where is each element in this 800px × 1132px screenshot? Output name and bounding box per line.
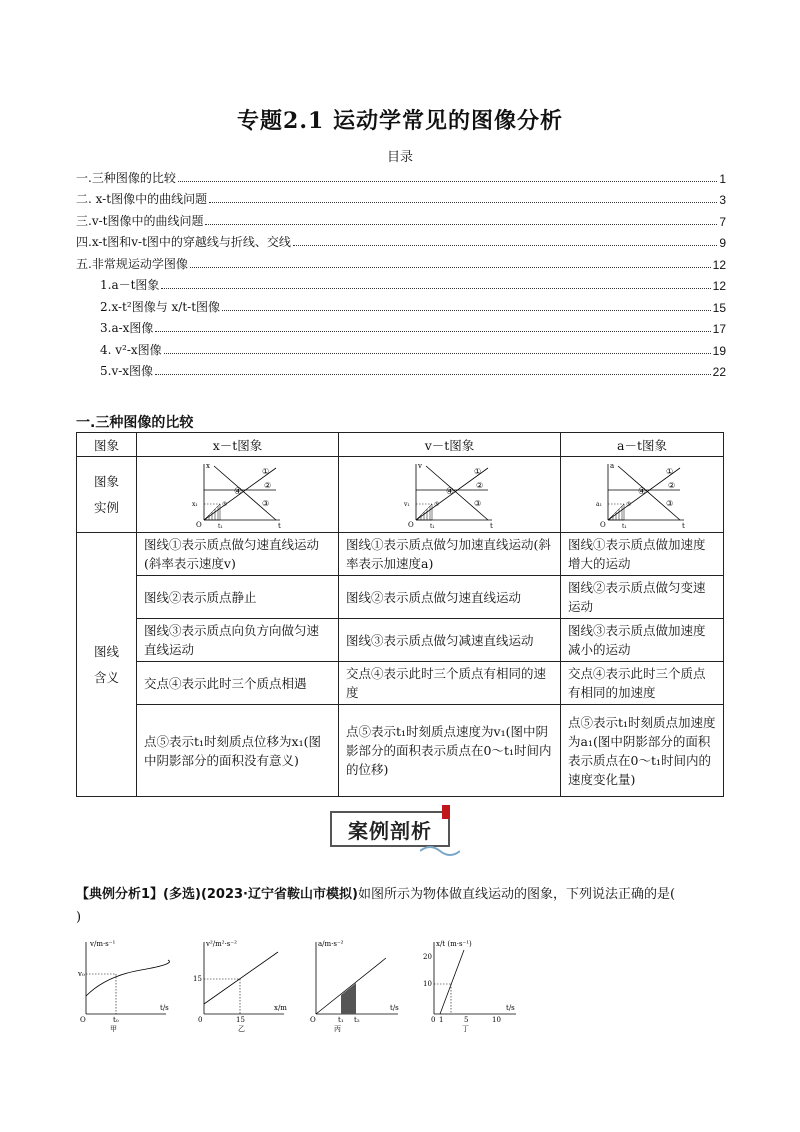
marker-5: ⑤ xyxy=(626,500,632,508)
table-header: x－t图象 xyxy=(137,433,339,457)
table-cell: 图线③表示质点向负方向做匀速直线运动 xyxy=(137,619,339,662)
graph-tick: 5 xyxy=(464,1016,469,1024)
toc-subentry[interactable]: 1.a－t图象 12 xyxy=(100,278,726,293)
a-t-graph xyxy=(594,460,690,530)
toc-entry[interactable]: 四.x-t图和v-t图中的穿越线与折线、交线 9 xyxy=(76,235,726,250)
question-text: 如图所示为物体做直线运动的图象，下列说法正确的是( xyxy=(357,887,676,902)
graph-tick: 10 xyxy=(423,980,432,988)
row-header: 图象实例 xyxy=(77,457,137,533)
table-cell: 点⑤表示t₁时刻质点速度为v₁(图中阴影部分的面积表示质点在0～t₁时间内的位移) xyxy=(339,705,561,797)
table-row xyxy=(77,533,724,576)
marker-4: ④ xyxy=(233,486,242,497)
wave-decoration xyxy=(420,843,460,857)
time-label: t₁ xyxy=(429,522,435,530)
marker-1: ① xyxy=(473,466,481,476)
question-source: (2023·辽宁省鞍山市模拟) xyxy=(200,887,358,902)
origin-label: O xyxy=(600,520,606,529)
graph-origin: 0 xyxy=(198,1016,203,1024)
table-header: v－t图象 xyxy=(339,433,561,457)
graph-tick: v₀ xyxy=(78,970,85,978)
graph-ylabel: v/m·s⁻¹ xyxy=(90,940,116,948)
marker-2: ② xyxy=(263,480,271,490)
table-cell: 图线②表示质点做匀速直线运动 xyxy=(339,576,561,619)
graph-tick: t₀ xyxy=(113,1016,119,1024)
comparison-table xyxy=(76,432,724,797)
marker-5: ⑤ xyxy=(433,500,439,508)
level-label: x₁ xyxy=(191,500,198,508)
graph-ylabel: x/t (m·s⁻¹) xyxy=(436,940,472,948)
toc-entry[interactable]: 一.三种图像的比较 1 xyxy=(76,170,726,186)
graph-jia xyxy=(76,934,176,1034)
graph-tick: t₂ xyxy=(354,1016,360,1024)
axis-label: v xyxy=(417,461,422,470)
table-header-row xyxy=(77,433,724,457)
x-t-graph xyxy=(190,460,286,530)
example-graph-cell xyxy=(561,457,724,533)
graph-origin: O xyxy=(80,1016,86,1024)
table-cell: 交点④表示此时三个质点有相同的加速度 xyxy=(561,662,724,705)
example-question xyxy=(76,883,726,929)
question-graphs xyxy=(76,934,536,1034)
graph-tick: 0 xyxy=(431,1016,436,1024)
toc-subentry[interactable]: 4. v²-x图像 19 xyxy=(100,342,726,358)
origin-label: O xyxy=(407,520,414,529)
example-graph-cell xyxy=(339,457,561,533)
marker-3: ③ xyxy=(261,498,269,508)
question-text-end: ) xyxy=(76,910,82,925)
graph-caption: 丙 xyxy=(334,1025,341,1033)
table-header: 图象 xyxy=(77,433,137,457)
toc-entry[interactable]: 五.非常规运动学图像 12 xyxy=(76,256,726,272)
table-of-contents xyxy=(76,164,726,379)
graph-caption: 乙 xyxy=(238,1025,245,1033)
graph-bing xyxy=(306,934,406,1034)
table-cell: 图线①表示质点做匀加速直线运动(斜率表示加速度a) xyxy=(339,533,561,576)
table-cell: 图线③表示质点做匀减速直线运动 xyxy=(339,619,561,662)
table-cell: 图线②表示质点做匀变速运动 xyxy=(561,576,724,619)
toc-subentry[interactable]: 3.a-x图像 17 xyxy=(100,321,726,336)
question-tag: 【典例分析1】 xyxy=(76,887,164,902)
table-cell: 交点④表示此时三个质点有相同的速度 xyxy=(339,662,561,705)
graph-ding xyxy=(420,934,520,1034)
toc-subentry[interactable]: 2.x-t²图像与 x/t-t图像 15 xyxy=(100,299,726,315)
level-label: v₁ xyxy=(403,500,410,508)
graph-tick: 1 xyxy=(439,1016,444,1024)
graph-tick: 20 xyxy=(423,953,432,961)
table-cell: 图线①表示质点做加速度增大的运动 xyxy=(561,533,724,576)
table-row xyxy=(77,662,724,705)
marker-3: ③ xyxy=(666,498,674,508)
graph-tick: 15 xyxy=(193,975,202,983)
table-cell: 图线①表示质点做匀速直线运动(斜率表示速度v) xyxy=(137,533,339,576)
axis-label: t xyxy=(682,521,685,530)
marker-1: ① xyxy=(666,466,674,476)
table-row xyxy=(77,619,724,662)
table-cell: 交点④表示此时三个质点相遇 xyxy=(137,662,339,705)
toc-heading: 目录 xyxy=(386,150,413,165)
graph-xlabel: t/s xyxy=(390,1004,399,1012)
marker-1: ① xyxy=(261,466,269,476)
graph-tick: 10 xyxy=(492,1016,501,1024)
table-header: a－t图象 xyxy=(561,433,724,457)
table-row xyxy=(77,705,724,797)
table-cell: 图线③表示质点做加速度减小的运动 xyxy=(561,619,724,662)
v-t-graph xyxy=(402,460,498,530)
time-label: t₁ xyxy=(217,522,223,530)
origin-label: O xyxy=(195,520,202,529)
axis-label: a xyxy=(610,461,615,470)
axis-label: t xyxy=(277,521,281,530)
toc-entry[interactable]: 二. x-t图像中的曲线问题 3 xyxy=(76,192,726,207)
question-type: (多选) xyxy=(163,887,201,902)
time-label: t₁ xyxy=(622,522,627,530)
graph-ylabel: v²/m²·s⁻² xyxy=(206,940,237,948)
page-title: 专题2.1 运动学常见的图像分析 xyxy=(237,108,563,134)
graph-origin: O xyxy=(310,1016,316,1024)
table-row xyxy=(77,457,724,533)
table-cell: 点⑤表示t₁时刻质点位移为x₁(图中阴影部分的面积没有意义) xyxy=(137,705,339,797)
toc-subentry[interactable]: 5.v-x图像 22 xyxy=(100,364,726,379)
table-cell: 图线②表示质点静止 xyxy=(137,576,339,619)
graph-xlabel: t/s xyxy=(506,1004,515,1012)
graph-tick: t₁ xyxy=(338,1016,344,1024)
graph-xlabel: t/s xyxy=(160,1004,169,1012)
marker-2: ② xyxy=(475,480,483,490)
graph-caption: 丁 xyxy=(462,1025,469,1033)
level-label: a₁ xyxy=(596,500,602,508)
banner-label: 案例剖析 xyxy=(348,819,432,843)
example-graph-cell xyxy=(137,457,339,533)
section-heading: 一.三种图像的比较 xyxy=(76,415,194,431)
marker-5: ⑤ xyxy=(221,500,227,508)
marker-4: ④ xyxy=(445,486,454,497)
marker-2: ② xyxy=(668,480,676,490)
table-row xyxy=(77,576,724,619)
axis-label: t xyxy=(489,521,493,530)
row-header: 图线含义 xyxy=(77,533,137,797)
axis-label: x xyxy=(205,461,210,470)
graph-yi xyxy=(192,934,292,1034)
marker-3: ③ xyxy=(473,498,481,508)
marker-4: ④ xyxy=(638,486,647,497)
table-cell: 点⑤表示t₁时刻质点加速度为a₁(图中阴影部分的面积表示质点在0～t₁时间内的速度变化量) xyxy=(561,705,724,797)
graph-ylabel: a/m·s⁻² xyxy=(318,940,344,948)
banner-accent xyxy=(442,805,450,819)
graph-xlabel: x/m xyxy=(274,1004,287,1012)
case-analysis-banner xyxy=(330,805,460,855)
graph-caption: 甲 xyxy=(110,1025,117,1033)
graph-tick: 15 xyxy=(236,1016,245,1024)
toc-entry[interactable]: 三.v-t图像中的曲线问题 7 xyxy=(76,213,726,229)
